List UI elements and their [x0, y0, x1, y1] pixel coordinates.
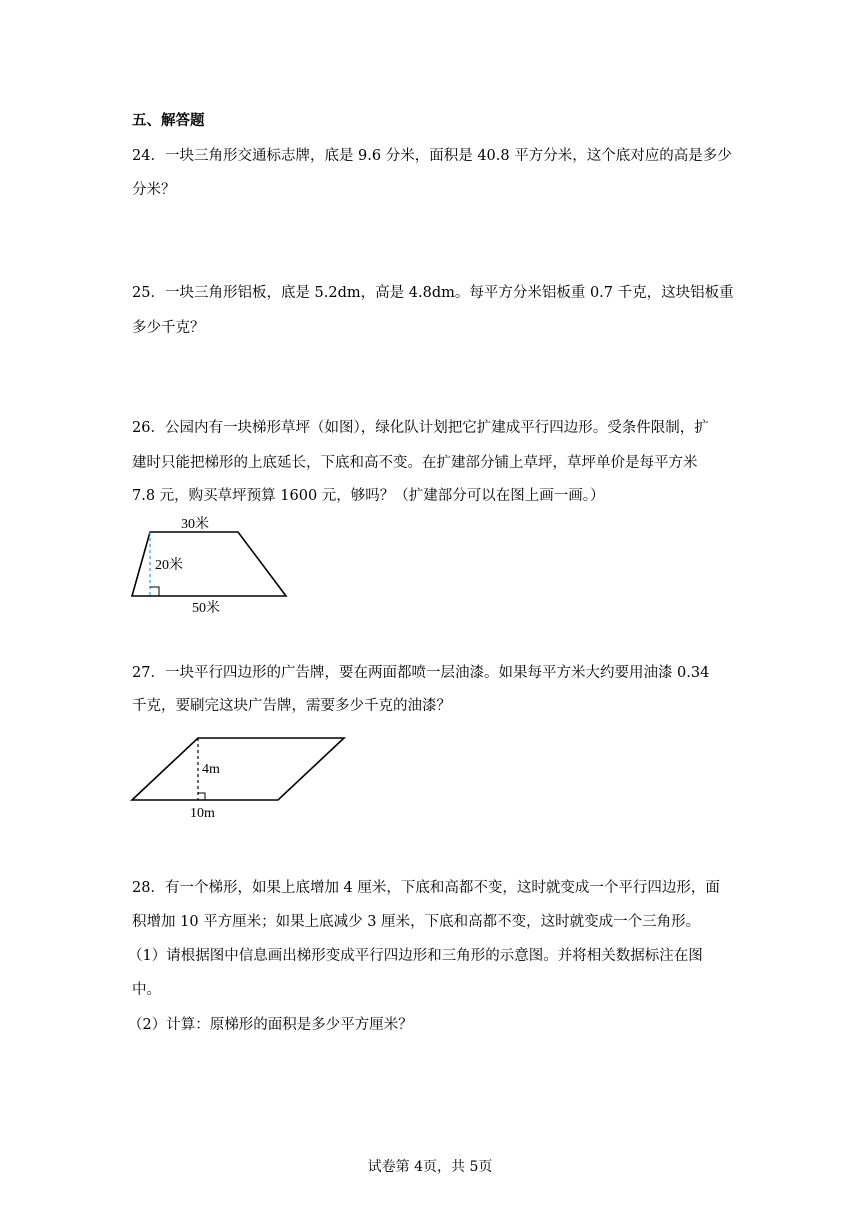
- question-28-line-2: 积增加 10 平方厘米；如果上底减少 3 厘米，下底和高都不变，这时就变成一个三角形。: [132, 914, 701, 930]
- question-25-line-1: 25．一块三角形铝板，底是 5.2dm，高是 4.8dm。每平方分米铝板重 0.7 千克，这块铝板重: [132, 285, 734, 301]
- trapezoid-top-label: 30米: [181, 517, 209, 532]
- question-28-part-1-line-1: （1）请根据图中信息画出梯形变成平行四边形和三角形的示意图。并将相关数据标注在图: [128, 948, 703, 964]
- question-26-line-1: 26．公园内有一块梯形草坪（如图），绿化队计划把它扩建成平行四边形。受条件限制，扩: [132, 420, 709, 436]
- question-28-line-1: 28．有一个梯形，如果上底增加 4 厘米，下底和高都不变，这时就变成一个平行四边形，面: [132, 880, 720, 896]
- trapezoid-figure: [126, 508, 296, 628]
- question-28-part-2: （2）计算：原梯形的面积是多少平方厘米？: [128, 1017, 413, 1033]
- question-28-part-1-line-2: 中。: [132, 982, 161, 998]
- question-27-line-1: 27．一块平行四边形的广告牌，要在两面都喷一层油漆。如果每平方米大约要用油漆 0.34: [132, 665, 710, 681]
- right-angle-mark: [198, 793, 205, 800]
- question-26-line-2: 建时只能把梯形的上底延长，下底和高不变。在扩建部分铺上草坪，草坪单价是每平方米: [132, 455, 698, 471]
- section-title: 五、解答题: [132, 113, 205, 129]
- question-24-line-1: 24．一块三角形交通标志牌，底是 9.6 分米，面积是 40.8 平方分米，这个底对应的高是多少: [132, 148, 732, 164]
- trapezoid-height-label: 20米: [155, 558, 183, 573]
- question-27-line-2: 千克，要刷完这块广告牌，需要多少千克的油漆？: [132, 698, 451, 714]
- right-angle-mark: [150, 587, 159, 596]
- question-25-line-2: 多少千克？: [132, 320, 205, 336]
- question-24-line-2: 分米？: [132, 182, 176, 198]
- trapezoid-bottom-label: 50米: [192, 601, 220, 616]
- page-footer: 试卷第 4页，共 5页: [367, 1159, 493, 1175]
- parallelogram-shape: [132, 738, 344, 800]
- question-26-line-3: 7.8 元，购买草坪预算 1600 元，够吗？（扩建部分可以在图上画一画。）: [132, 488, 605, 504]
- parallelogram-base-label: 10m: [190, 806, 215, 821]
- parallelogram-figure: [126, 730, 356, 830]
- parallelogram-height-label: 4m: [202, 762, 220, 777]
